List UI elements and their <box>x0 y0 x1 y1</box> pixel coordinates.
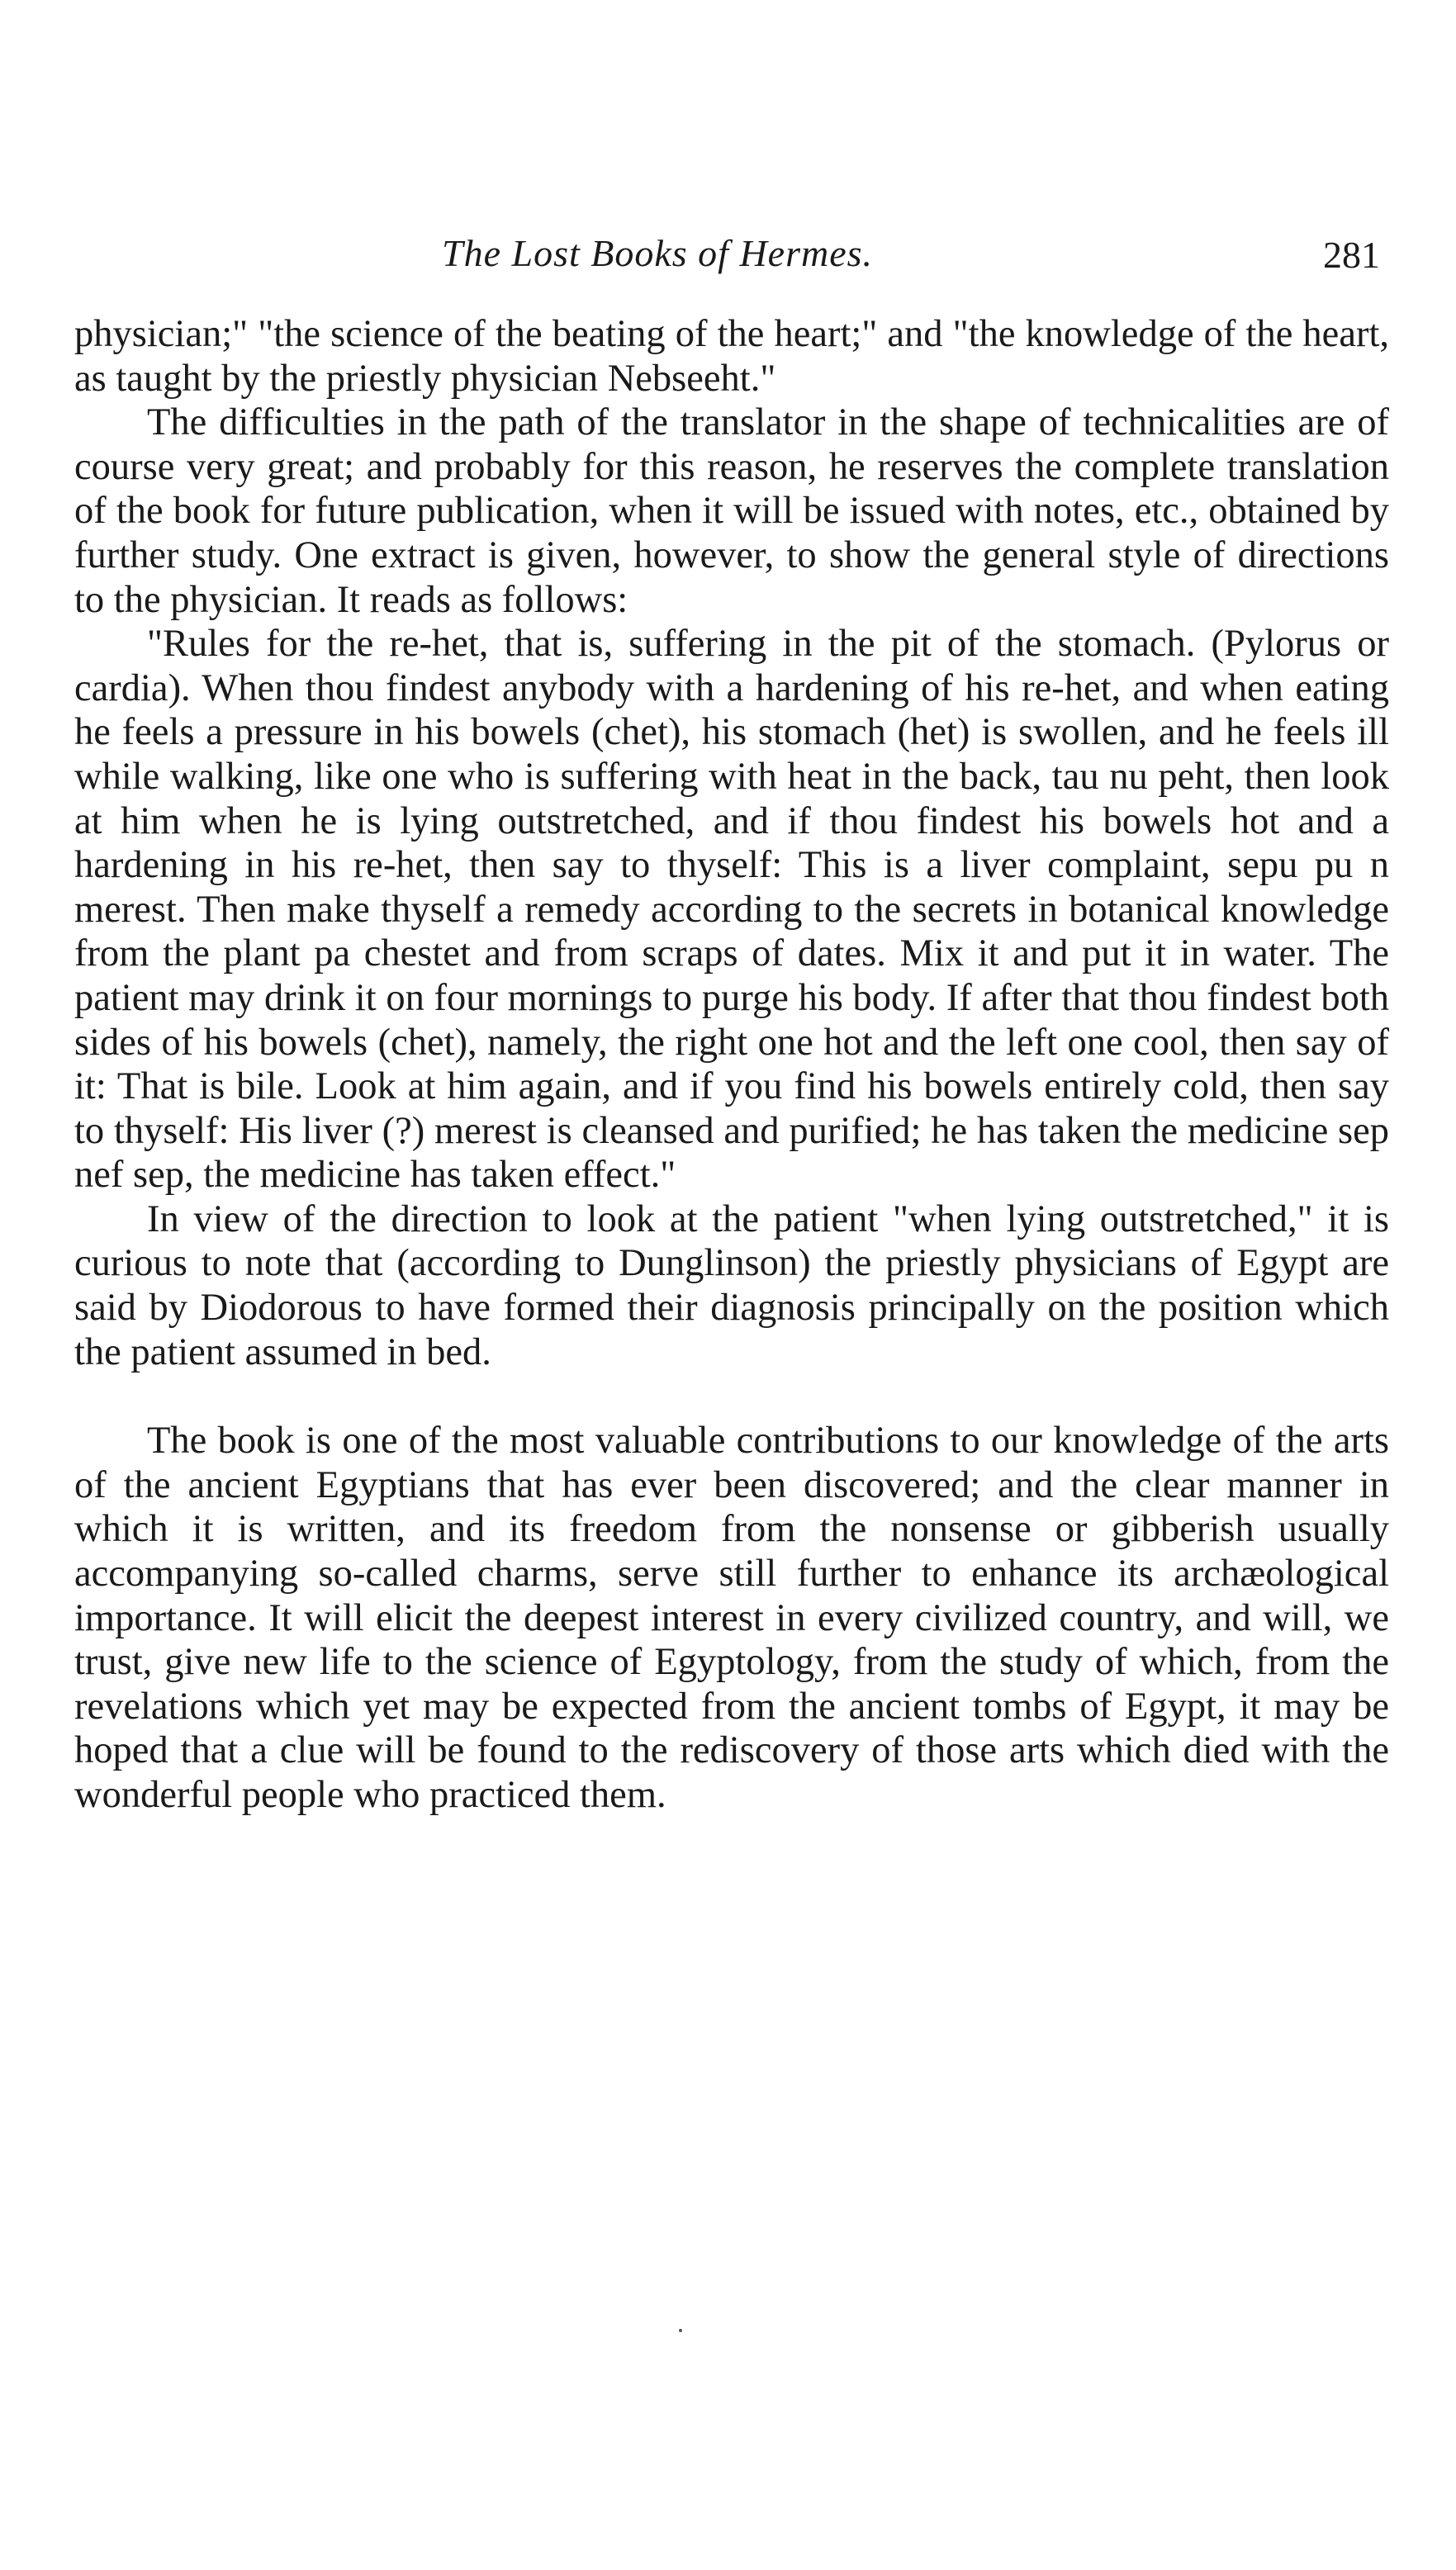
body-text <box>74 312 1389 1818</box>
paragraph-outstretched-note: In view of the direction to look at the patient "when lying outstretched," it is curious to note that (according to Dunglinson) the priestly physicians of Egypt are said by Diodorous to have formed their diagnosis principally on the position which the patient assumed in bed. <box>74 1197 1389 1373</box>
paragraph-continuation: physician;" "the science of the beating of the heart;" and "the knowledge of the heart, as taught by the priestly physician Nebseeht." <box>74 313 1389 400</box>
running-title: The Lost Books of Hermes. <box>442 232 874 274</box>
paragraph-rules-quote: "Rules for the re-het, that is, suffering in the pit of the stomach. (Pylorus or cardia). When thou findest anybody with a hardening of his re-het, and when eating he feels a pressure in his bowels (chet), his stomach (het) is swollen, and he feels ill while walking, like one who is suffering with heat in the back, tau nu peht, then look at him when he is lying outstretched, and if thou findest his bowels hot and a hardening in his re-het, then say to thyself: This is a liver complaint, sepu pu n merest. Then make thyself a remedy according to the secrets in botanical knowledge from the plant pa chestet and from scraps of dates. Mix it and put it in water. The patient may drink it on four mornings to purge his body. If after that thou findest both sides of his bowels (chet), namely, the right one hot and the left one cool, then say of it: That is bile. Look at him again, and if you find his bowels entirely cold, then say to thyself: His liver (?) merest is cleansed and purified; he has taken the medicine sep nef sep, the medicine has taken effect." <box>74 623 1389 1197</box>
page-number: 281 <box>1323 234 1380 276</box>
running-head <box>0 231 1456 281</box>
page-speck <box>679 2329 682 2332</box>
paragraph-translator-difficulties: The difficulties in the path of the translator in the shape of technicalities are of course very great; and probably for this reason, he reserves the complete translation of the book for future publication, when it will be issued with notes, etc., obtained by further study. One extract is given, however, to show the general style of directions to the physician. It reads as follows: <box>74 401 1389 621</box>
paragraph-book-value: The book is one of the most valuable contributions to our knowledge of the arts of the ancient Egyptians that has ever been discovered; and the clear manner in which it is written, and its freedom from the nonsense or gibberish usually accompanying so-called charms, serve still further to enhance its archæological importance. It will elicit the deepest interest in every civilized country, and will, we trust, give new life to the science of Egyptology, from the study of which, from the revelations which yet may be expected from the ancient tombs of Egypt, it may be hoped that a clue will be found to the rediscovery of those arts which died with the wonderful people who practiced them. <box>74 1420 1389 1816</box>
